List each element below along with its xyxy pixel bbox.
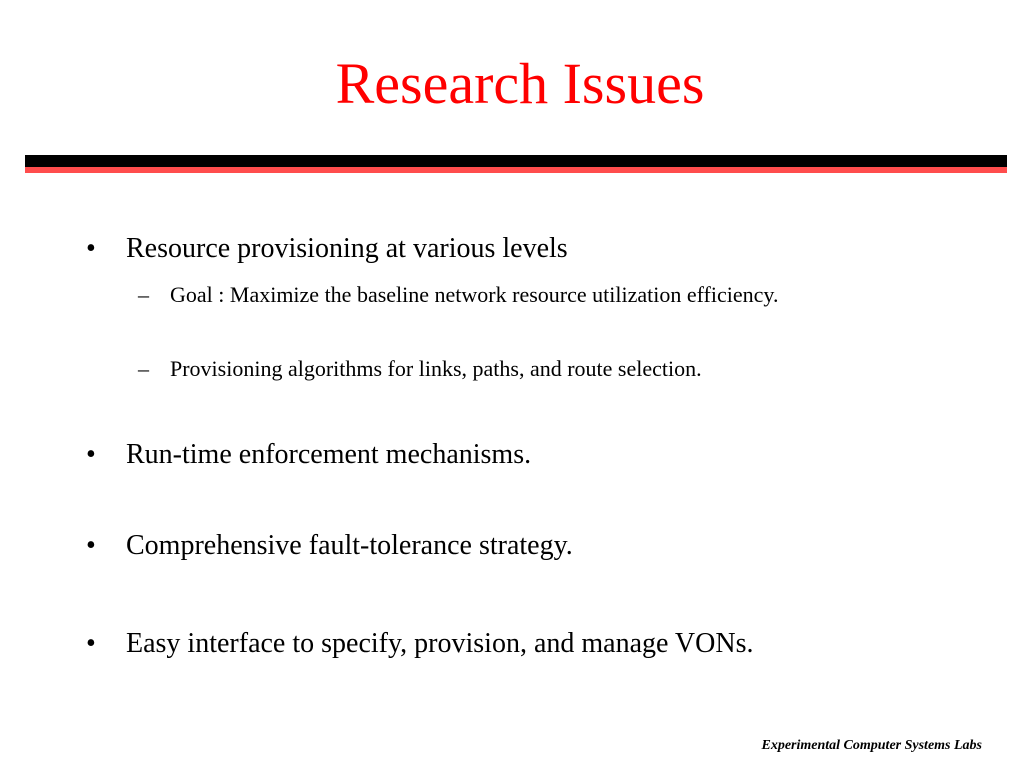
bullet-marker: • [86, 233, 96, 264]
bullet-text: Resource provisioning at various levels [126, 233, 568, 264]
sub-bullet-text: Goal : Maximize the baseline network resource utilization efficiency. [170, 282, 779, 307]
sub-bullet-item [138, 278, 858, 311]
sub-bullet-item [138, 352, 858, 385]
sub-bullet-marker: – [138, 356, 149, 381]
title-divider-black [25, 155, 1007, 167]
bullet-marker: • [86, 628, 96, 659]
bullet-marker: • [86, 439, 96, 470]
bullet-marker: • [86, 530, 96, 561]
slide-title: Research Issues [335, 51, 705, 116]
bullet-text: Comprehensive fault-tolerance strategy. [126, 530, 573, 561]
footer-label: Experimental Computer Systems Labs [761, 738, 982, 753]
sub-bullet-marker: – [138, 282, 149, 307]
bullet-text: Easy interface to specify, provision, and manage VONs. [126, 628, 754, 659]
title-divider-red [25, 167, 1007, 173]
bullet-text: Run-time enforcement mechanisms. [126, 439, 532, 470]
sub-bullet-text: Provisioning algorithms for links, paths, and route selection. [170, 356, 702, 381]
